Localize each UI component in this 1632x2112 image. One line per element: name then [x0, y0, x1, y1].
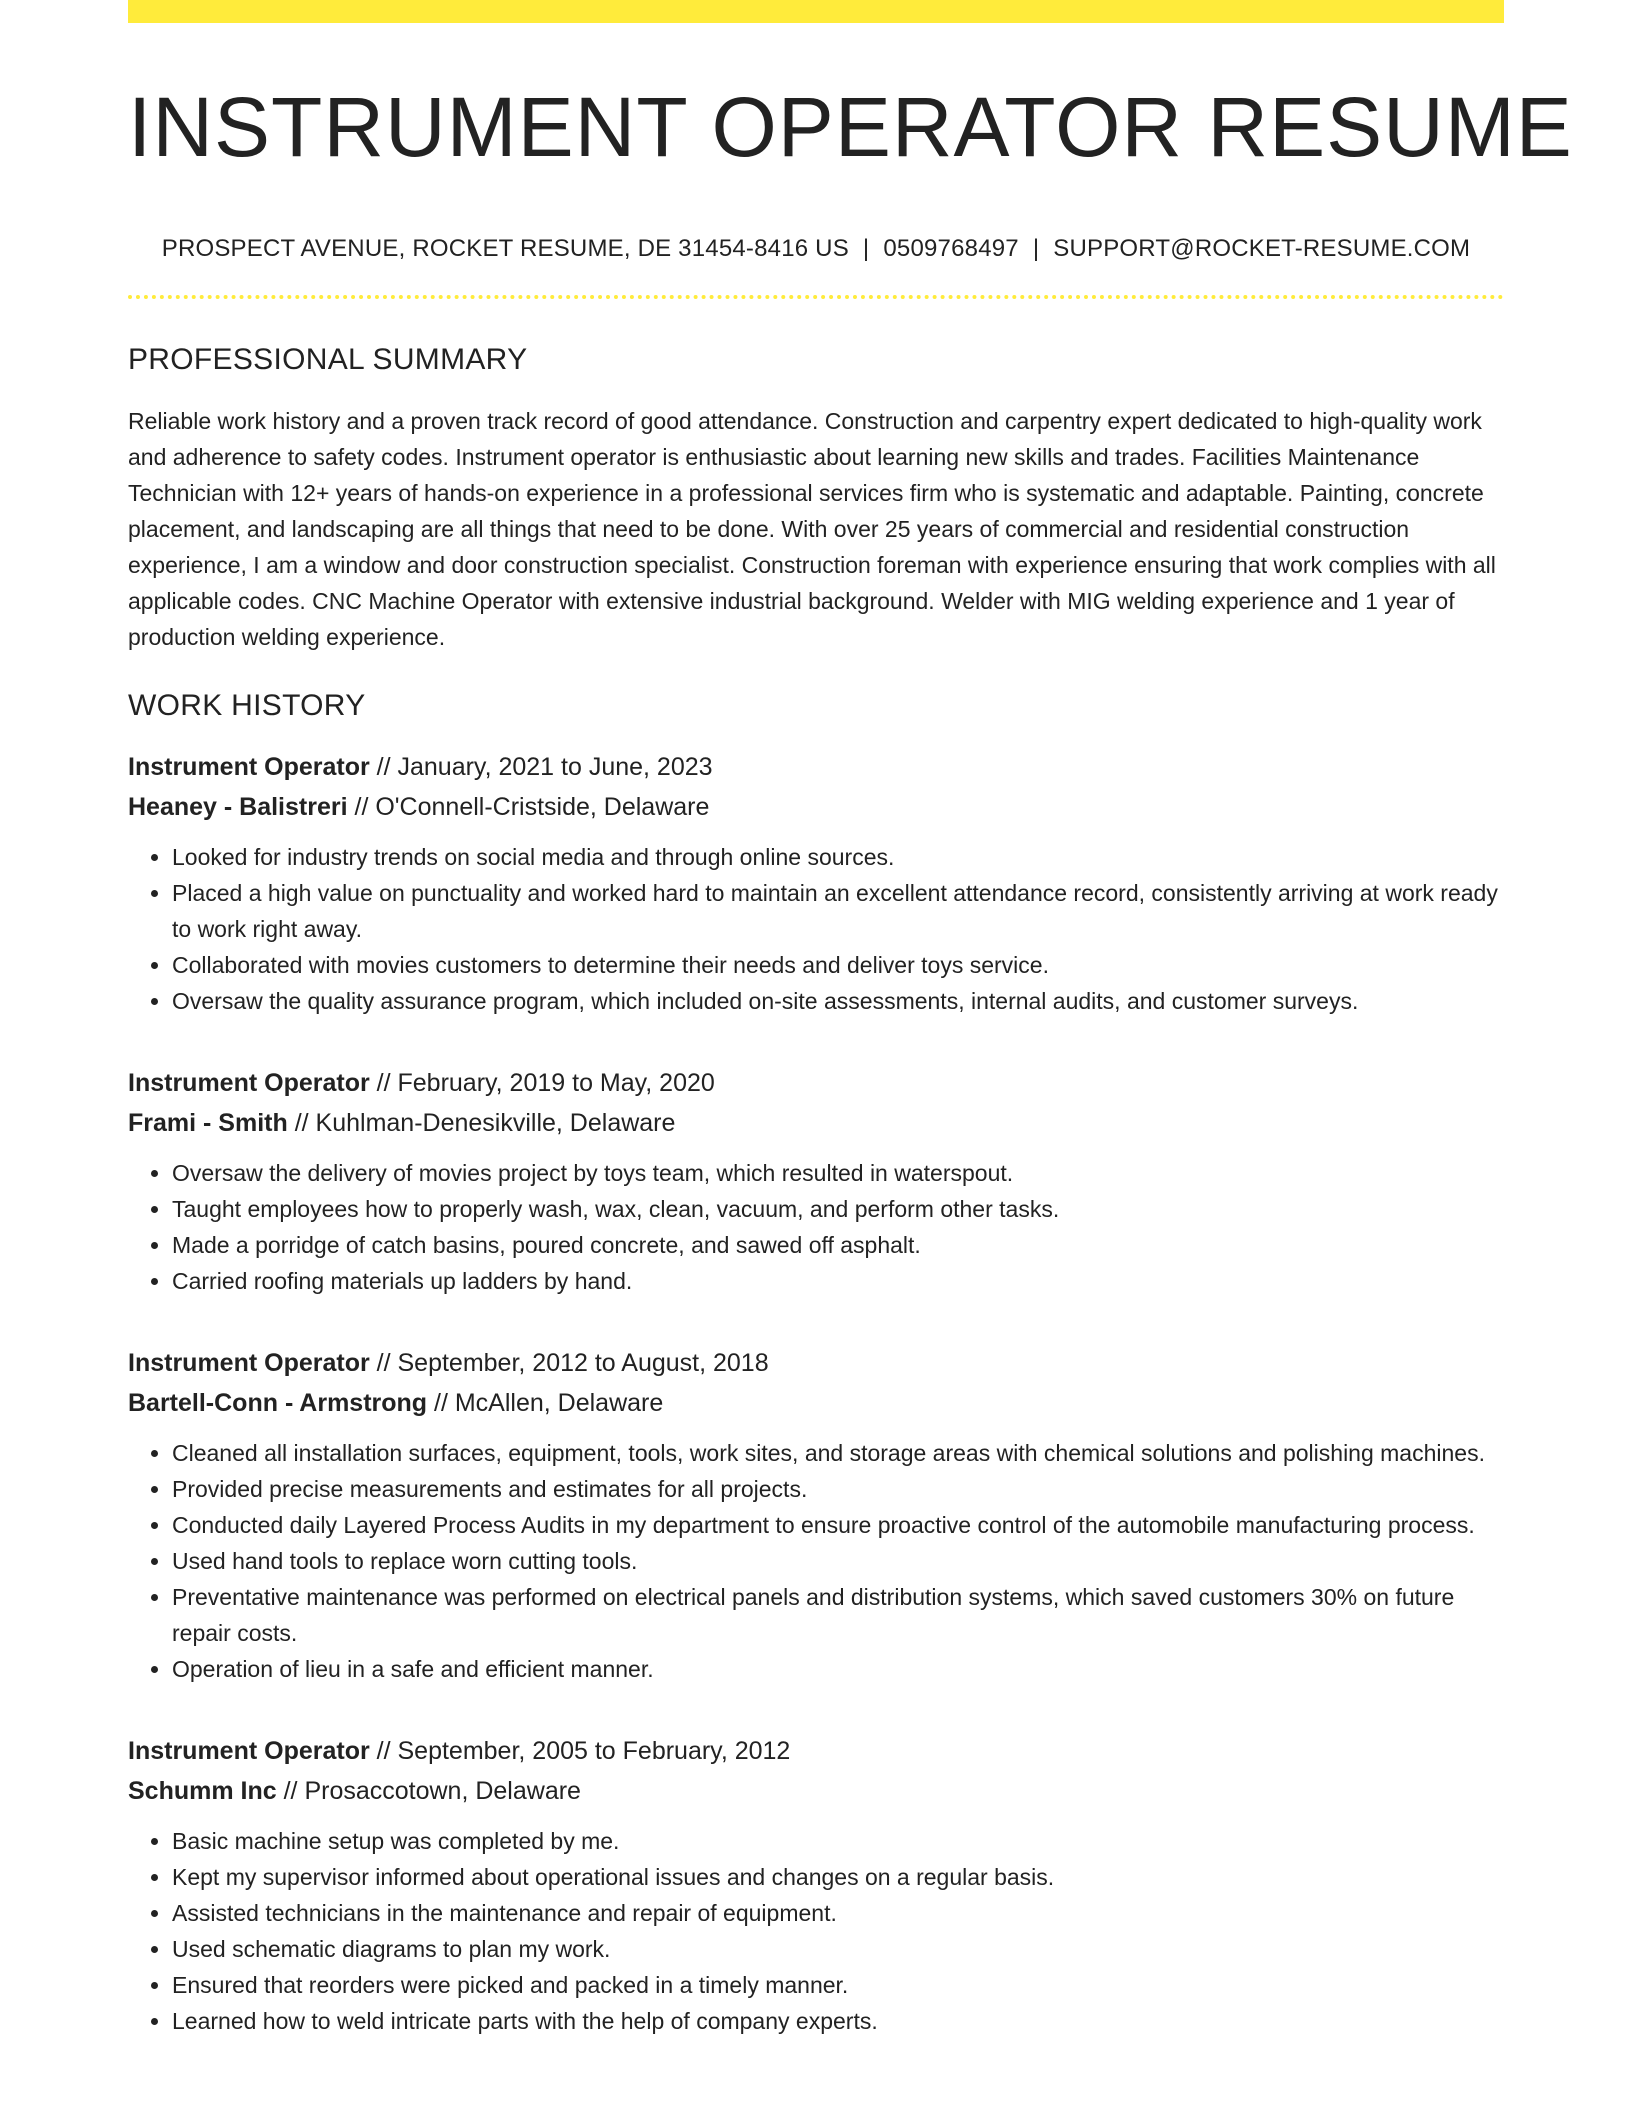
- job-bullet: • Carried roofing materials up ladders by hand.: [172, 1263, 1504, 1299]
- job-bullet: • Preventative maintenance was performed on electrical panels and distribution systems, which saved customers 30% on future repair costs.: [172, 1579, 1504, 1651]
- job-role: Instrument Operator: [128, 1069, 370, 1097]
- job-company-line: [128, 787, 1504, 827]
- job-role-line: [128, 1063, 1504, 1103]
- contact-separator: |: [862, 235, 870, 262]
- job-company: Frami - Smith: [128, 1109, 288, 1137]
- job-bullets: [128, 1823, 1504, 2039]
- job-bullets: [128, 839, 1504, 1019]
- job-company: Bartell-Conn - Armstrong: [128, 1389, 428, 1417]
- work-history-heading: WORK HISTORY: [128, 689, 366, 722]
- job-bullet: • Conducted daily Layered Process Audits in my department to ensure proactive control of the automobile manufacturing process.: [172, 1507, 1504, 1543]
- job-entry: [128, 1063, 1504, 1299]
- contact-line: [128, 235, 1504, 263]
- job-role-line: [128, 1343, 1504, 1383]
- job-bullet: • Oversaw the quality assurance program, which included on-site assessments, internal audits, and customer surveys.: [172, 983, 1504, 1019]
- dotted-divider: [128, 295, 1504, 299]
- contact-email: SUPPORT@ROCKET-RESUME.COM: [1053, 235, 1471, 262]
- job-role-line: [128, 1731, 1504, 1771]
- job-company: Heaney - Balistreri: [128, 793, 348, 821]
- job-entry: [128, 747, 1504, 1019]
- job-company-line: [128, 1771, 1504, 1811]
- job-bullet: • Basic machine setup was completed by me.: [172, 1823, 1504, 1859]
- job-bullet: • Kept my supervisor informed about operational issues and changes on a regular basis.: [172, 1859, 1504, 1895]
- job-dates: // September, 2005 to February, 2012: [369, 1737, 791, 1765]
- job-bullets: [128, 1435, 1504, 1687]
- job-location: // O'Connell-Cristside, Delaware: [347, 793, 710, 821]
- summary-heading: PROFESSIONAL SUMMARY: [128, 343, 528, 376]
- job-dates: // September, 2012 to August, 2018: [369, 1349, 769, 1377]
- job-bullets: [128, 1155, 1504, 1299]
- job-entry: [128, 1731, 1504, 2039]
- job-entry: [128, 1343, 1504, 1687]
- job-role: Instrument Operator: [128, 1349, 370, 1377]
- job-bullet: • Used hand tools to replace worn cutting tools.: [172, 1543, 1504, 1579]
- job-bullet: • Used schematic diagrams to plan my work.: [172, 1931, 1504, 1967]
- top-accent-bar: [128, 0, 1504, 23]
- contact-phone: 0509768497: [883, 235, 1019, 262]
- job-location: // McAllen, Delaware: [427, 1389, 664, 1417]
- job-company-line: [128, 1383, 1504, 1423]
- job-bullet: • Collaborated with movies customers to determine their needs and deliver toys service.: [172, 947, 1504, 983]
- contact-separator: |: [1032, 235, 1040, 262]
- job-bullet: • Cleaned all installation surfaces, equipment, tools, work sites, and storage areas with chemical solutions and polishing machines.: [172, 1435, 1504, 1471]
- job-role-line: [128, 747, 1504, 787]
- job-bullet: • Learned how to weld intricate parts with the help of company experts.: [172, 2003, 1504, 2039]
- job-bullet: • Assisted technicians in the maintenance and repair of equipment.: [172, 1895, 1504, 1931]
- job-bullet: • Taught employees how to properly wash, wax, clean, vacuum, and perform other tasks.: [172, 1191, 1504, 1227]
- summary-text: Reliable work history and a proven track record of good attendance. Construction and carpentry expert dedicated to high-quality work and adherence to safety codes. Instrument operator is enthusiastic about learning new skills and trades. Facilities Maintenance Technician with 12+ years of hands-on experience in a professional services firm who is systematic and adaptable. Painting, concrete placement, and landscaping are all things that need to be done. With over 25 years of commercial and residential construction experience, I am a window and door construction specialist. Construction foreman with experience ensuring that work complies with all applicable codes. CNC Machine Operator with extensive industrial background. Welder with MIG welding experience and 1 year of production welding experience.: [128, 408, 1496, 650]
- contact-address: PROSPECT AVENUE, ROCKET RESUME, DE 31454-8416 US: [161, 235, 849, 262]
- page-title: INSTRUMENT OPERATOR RESUME: [128, 80, 1573, 174]
- job-location: // Prosaccotown, Delaware: [276, 1777, 581, 1805]
- resume-page: [128, 0, 1573, 2039]
- job-bullet: • Operation of lieu in a safe and efficient manner.: [172, 1651, 1504, 1687]
- job-company: Schumm Inc: [128, 1777, 277, 1805]
- job-bullet: • Oversaw the delivery of movies project by toys team, which resulted in waterspout.: [172, 1155, 1504, 1191]
- job-bullet: • Placed a high value on punctuality and worked hard to maintain an excellent attendance record, consistently arriving at work ready to work right away.: [172, 875, 1504, 947]
- job-bullet: • Made a porridge of catch basins, poured concrete, and sawed off asphalt.: [172, 1227, 1504, 1263]
- job-bullet: • Provided precise measurements and estimates for all projects.: [172, 1471, 1504, 1507]
- job-bullet: • Looked for industry trends on social media and through online sources.: [172, 839, 1504, 875]
- job-location: // Kuhlman-Denesikville, Delaware: [287, 1109, 676, 1137]
- job-company-line: [128, 1103, 1504, 1143]
- job-role: Instrument Operator: [128, 1737, 370, 1765]
- job-role: Instrument Operator: [128, 753, 370, 781]
- job-dates: // February, 2019 to May, 2020: [369, 1069, 715, 1097]
- job-bullet: • Ensured that reorders were picked and packed in a timely manner.: [172, 1967, 1504, 2003]
- job-dates: // January, 2021 to June, 2023: [369, 753, 713, 781]
